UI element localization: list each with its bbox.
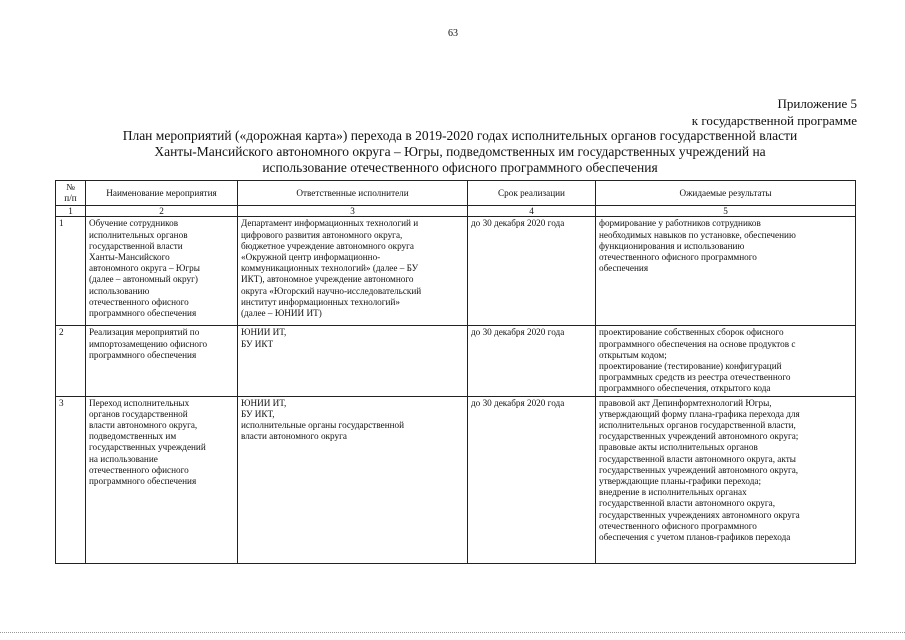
header-results: Ожидаемые результаты xyxy=(596,181,856,206)
table-row xyxy=(56,217,856,326)
appendix-subtitle: к государственной программе xyxy=(691,113,857,128)
scan-edge-line xyxy=(0,632,905,633)
header-deadline: Срок реализации xyxy=(468,181,596,206)
table-header-row xyxy=(56,181,856,206)
table-row xyxy=(56,326,856,396)
responsible-cell: ЮНИИ ИТ, БУ ИКТ, исполнительные органы государственной власти автономного округа xyxy=(238,396,468,563)
header-num: № п/п xyxy=(56,181,86,206)
deadline-cell: до 30 декабря 2020 года xyxy=(468,217,596,326)
responsible-cell: ЮНИИ ИТ, БУ ИКТ xyxy=(238,326,468,396)
column-number: 3 xyxy=(238,206,468,217)
column-number-row xyxy=(56,206,856,217)
document-title-line-1: План мероприятий («дорожная карта») перехода в 2019-2020 годах исполнительных органов государственной власти xyxy=(122,128,798,143)
deadline-cell: до 30 декабря 2020 года xyxy=(468,396,596,563)
page-number: 63 xyxy=(448,28,458,39)
appendix-label: Приложение 5 xyxy=(777,96,857,111)
row-number: 2 xyxy=(56,326,86,396)
header-event: Наименование мероприятия xyxy=(86,181,238,206)
results-cell: формирование у работников сотрудников необходимых навыков по установке, обеспечению функционирования и использованию отечественного офисного программного обеспечения xyxy=(596,217,856,326)
column-number: 1 xyxy=(56,206,86,217)
row-number: 1 xyxy=(56,217,86,326)
column-number: 2 xyxy=(86,206,238,217)
results-cell: правовой акт Депинформтехнологий Югры, утверждающий форму плана-графика перехода для исполнительных органов государственной власти, государственных учреждений автономного округа; правовые акты исполнительных органов государственной власти автономного округа, акты государственных учреждений автономного округа, утверждающие планы-графики перехода; внедрение в исполнительных органах государственной власти автономного округа, государственных учреждениях автономного округа отечественного офисного программного обеспечения с учетом планов-графиков перехода xyxy=(596,396,856,563)
deadline-cell: до 30 декабря 2020 года xyxy=(468,326,596,396)
column-number: 5 xyxy=(596,206,856,217)
document-title-line-2: Ханты-Мансийского автономного округа – Югры, подведомственных им государственных учреждений на xyxy=(154,144,766,159)
event-cell: Обучение сотрудников исполнительных органов государственной власти Ханты-Мансийского автономного округа – Югры (далее – автономный округ) использованию отечественного офисного программного обеспечения xyxy=(86,217,238,326)
row-number: 3 xyxy=(56,396,86,563)
results-cell: проектирование собственных сборок офисного программного обеспечения на основе продуктов с открытым кодом; проектирование (тестирование) конфигураций программных средств из реестра отечественного программного обеспечения, открытого кода xyxy=(596,326,856,396)
roadmap-table xyxy=(55,180,856,564)
table-row xyxy=(56,396,856,563)
column-number: 4 xyxy=(468,206,596,217)
header-responsible: Ответственные исполнители xyxy=(238,181,468,206)
document-title-line-3: использование отечественного офисного программного обеспечения xyxy=(262,160,658,175)
event-cell: Реализация мероприятий по импортозамещению офисного программного обеспечения xyxy=(86,326,238,396)
responsible-cell: Департамент информационных технологий и цифрового развития автономного округа, бюджетное учреждение автономного округа «Окружной центр информационно- коммуникационных технологий» (далее – БУ ИКТ), автономное учреждение автономного округа «Югорский научно-исследовательский институт информационных технологий» (далее – ЮНИИ ИТ) xyxy=(238,217,468,326)
event-cell: Переход исполнительных органов государственной власти автономного округа, подведомственных им государственных учреждений на использование отечественного офисного программного обеспечения xyxy=(86,396,238,563)
